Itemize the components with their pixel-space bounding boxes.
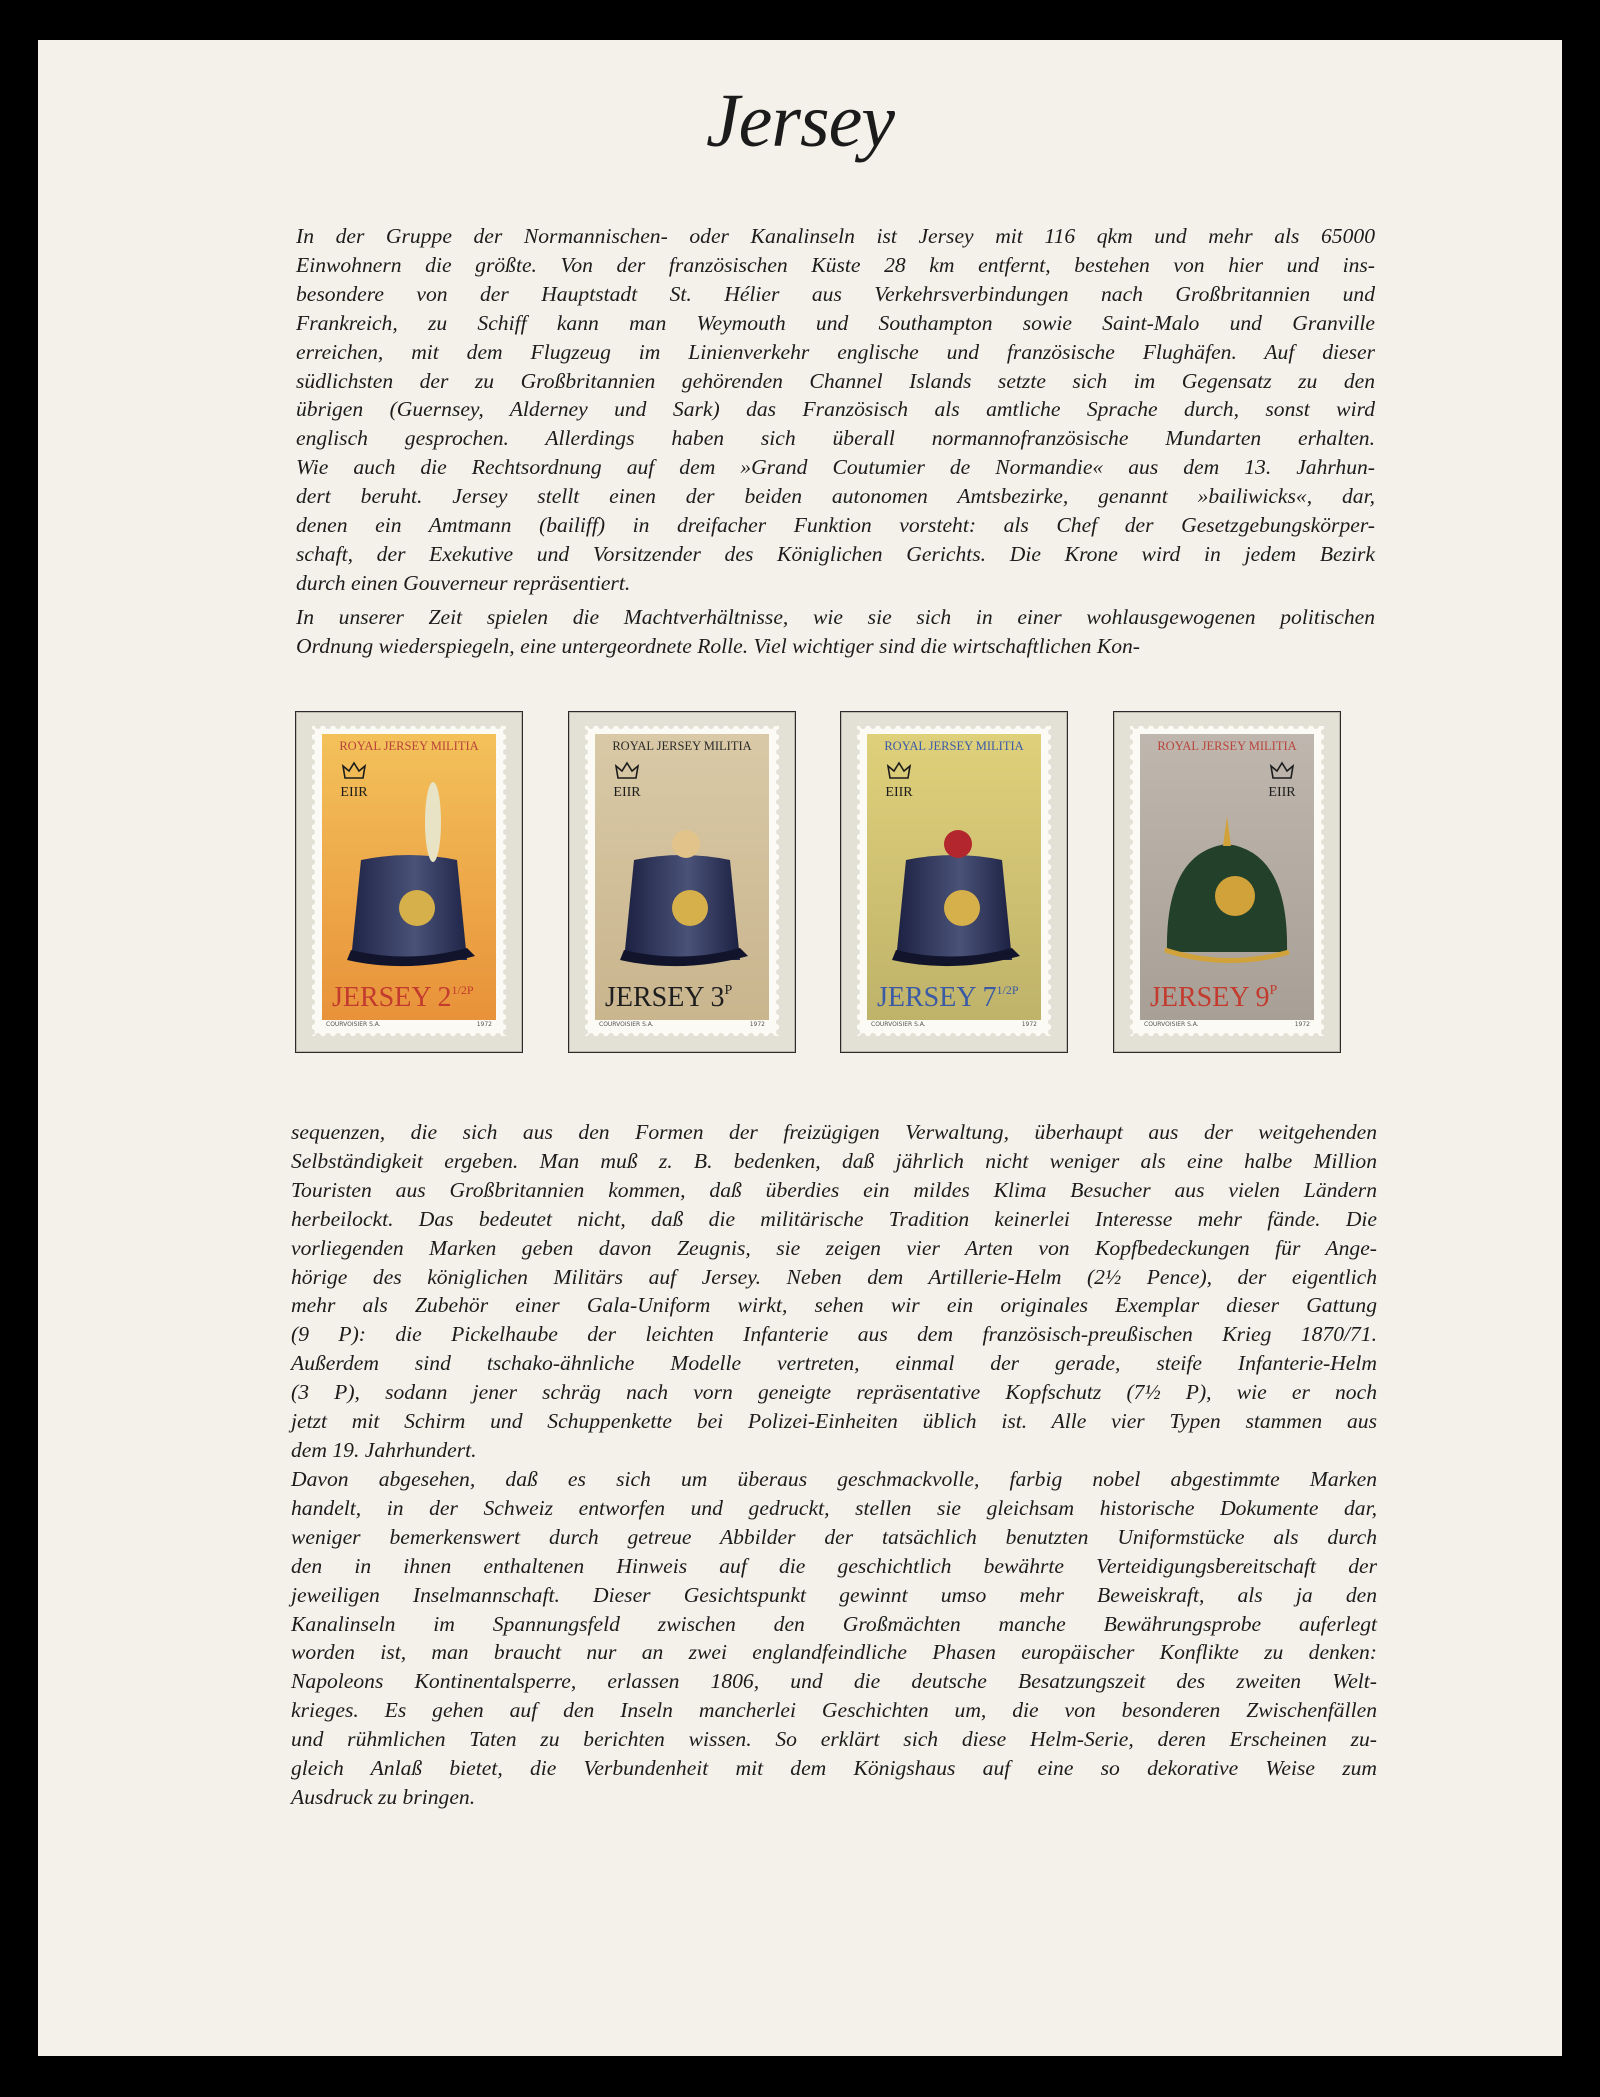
text-line: Davon abgesehen, daß es sich um überaus geschmackvolle, farbig nobel abgestimmte Marken — [291, 1467, 1377, 1491]
stamp-mount — [295, 711, 523, 1053]
text-line: Selbständigkeit ergeben. Man muß z. B. bedenken, daß jährlich nicht weniger als eine halbe Million — [291, 1148, 1377, 1173]
stamp-image — [1114, 712, 1340, 1052]
stamp-printer: COURVOISIER S.A. — [326, 1021, 381, 1028]
plume-icon — [425, 782, 441, 862]
stamp-value: JERSEY $7^{1/2}P$ — [877, 982, 1019, 1013]
stamp-header: ROYAL JERSEY MILITIA — [884, 739, 1024, 753]
intro-paragraph — [296, 222, 1375, 598]
text-line: handelt, in der Schweiz entworfen und gedruckt, stellen sie gleichsam historische Dokumente dar, — [291, 1495, 1377, 1520]
stamp-image — [569, 712, 795, 1052]
text-line: vorliegenden Marken geben davon Zeugnis, sie zeigen vier Arten von Kopfbedeckungen für Ange- — [291, 1235, 1377, 1260]
text-line: englisch gesprochen. Allerdings haben sich überall normannofranzösische Mundarten erhalten. — [296, 426, 1375, 451]
text-line: (9 P): die Pickelhaube der leichten Infanterie aus dem französisch-preußischen Krieg 1870/71. — [291, 1322, 1377, 1347]
text-line: schaft, der Exekutive und Vorsitzender des Königlichen Gerichts. Die Krone wird in jedem Bezirk — [296, 541, 1375, 566]
stamp-printer: COURVOISIER S.A. — [1144, 1021, 1199, 1028]
text-line: dert beruht. Jersey stellt einen der beiden autonomen Amtsbezirke, genannt »bailiwicks«, dar, — [296, 484, 1375, 509]
text-line: Ordnung wiederspiegeln, eine untergeordnete Rolle. Viel wichtiger sind die wirtschaftlichen Kon- — [296, 633, 1141, 658]
text-line: und rühmlichen Taten zu berichten wissen. So erklärt sich diese Helm-Serie, deren Erscheinen zu- — [291, 1727, 1377, 1752]
text-line: Außerdem sind tschako-ähnliche Modelle vertreten, einmal der gerade, steife Infanterie-Helm — [291, 1351, 1377, 1376]
text-line: Napoleons Kontinentalsperre, erlassen 1806, und die deutsche Besatzungszeit des zweiten Welt- — [291, 1669, 1377, 1694]
text-line: In der Gruppe der Normannischen- oder Kanalinseln ist Jersey mit 116 qkm und mehr als 65000 — [296, 224, 1375, 248]
text-line: Kanalinseln im Spannungsfeld zwischen den Großmächten manche Bewährungsprobe auferlegt — [291, 1611, 1377, 1636]
stamp-header: ROYAL JERSEY MILITIA — [339, 739, 479, 753]
second-paragraph — [296, 603, 1375, 661]
stamp-year: 1972 — [1294, 1021, 1310, 1028]
stamp-value: JERSEY $2^{1/2}P$ — [332, 982, 474, 1013]
badge-icon — [399, 890, 435, 926]
stamp-year: 1972 — [1021, 1021, 1037, 1028]
stamp-header: ROYAL JERSEY MILITIA — [1157, 739, 1297, 753]
stamp-mount — [568, 711, 796, 1053]
royal-cipher: EIIR — [613, 785, 641, 800]
text-line: besondere von der Hauptstadt St. Hélier aus Verkehrsverbindungen nach Großbritannien und — [296, 281, 1375, 306]
text-line: Wie auch die Rechtsordnung auf dem »Grand Coutumier de Normandie« aus dem 13. Jahrhun- — [296, 455, 1375, 480]
stamp-mount — [1113, 711, 1341, 1053]
text-line: herbeilockt. Das bedeutet nicht, daß die militärische Tradition keinerlei Interesse mehr fände. Die — [291, 1206, 1377, 1231]
royal-cipher: EIIR — [885, 785, 913, 800]
text-line: Ausdruck zu bringen. — [291, 1784, 476, 1809]
album-page — [38, 40, 1562, 2056]
text-line: mehr als Zubehör einer Gala-Uniform wirkt, sehen wir ein originales Exemplar dieser Gattung — [291, 1293, 1377, 1318]
stamp-year: 1972 — [476, 1021, 492, 1028]
stamp-image — [841, 712, 1067, 1052]
text-line: denen ein Amtmann (bailiff) in dreifacher Funktion vorsteht: als Chef der Gesetzgebungskörper- — [296, 513, 1375, 538]
badge-icon — [672, 890, 708, 926]
text-line: den in ihnen enthaltenen Hinweis auf die geschichtlich bewährte Verteidigungsbereitschaft der — [291, 1553, 1377, 1578]
text-line: durch einen Gouverneur repräsentiert. — [296, 570, 631, 595]
text-line: übrigen (Guernsey, Alderney und Sark) das Französisch als amtliche Sprache durch, sonst wird — [296, 397, 1375, 422]
stamp-value: JERSEY $9^P$ — [1150, 982, 1278, 1013]
royal-cipher: EIIR — [1268, 785, 1296, 800]
stamp-year: 1972 — [749, 1021, 765, 1028]
stamp-image — [296, 712, 522, 1052]
stamp-header: ROYAL JERSEY MILITIA — [612, 739, 752, 753]
text-line: südlichsten der zu Großbritannien gehörenden Channel Islands setzte sich im Gegensatz zu den — [296, 368, 1375, 393]
text-line: dem 19. Jahrhundert. — [291, 1437, 477, 1462]
text-line: (3 P), sodann jener schräg nach vorn geneigte repräsentative Kopfschutz (7½ P), wie er noch — [291, 1380, 1377, 1405]
text-line: weniger bemerkenswert durch getreue Abbilder der tatsächlich benutzten Uniformstücke als durch — [291, 1524, 1377, 1549]
stamp-printer: COURVOISIER S.A. — [599, 1021, 654, 1028]
text-line: Einwohnern die größte. Von der französischen Küste 28 km entfernt, bestehen von hier und ins- — [296, 252, 1375, 277]
text-line: In unserer Zeit spielen die Machtverhältnisse, wie sie sich in einer wohlausgewogenen politischen — [296, 605, 1375, 629]
royal-cipher: EIIR — [340, 785, 368, 800]
text-line: krieges. Es gehen auf den Inseln mancherlei Geschichten um, die von besonderen Zwischenfällen — [291, 1698, 1377, 1723]
badge-icon — [944, 890, 980, 926]
plume-icon — [672, 830, 700, 858]
stamp-mount — [840, 711, 1068, 1053]
text-line: gleich Anlaß bietet, die Verbundenheit mit dem Königshaus auf eine so dekorative Weise zum — [291, 1756, 1377, 1781]
text-line: jeweiligen Inselmannschaft. Dieser Gesichtspunkt gewinnt umso mehr Beweiskraft, als ja den — [291, 1582, 1377, 1607]
text-line: sequenzen, die sich aus den Formen der freizügigen Verwaltung, überhaupt aus der weitgehenden — [291, 1120, 1377, 1144]
text-line: jetzt mit Schirm und Schuppenkette bei Polizei-Einheiten üblich ist. Alle vier Typen stammen aus — [291, 1409, 1377, 1434]
text-line: Frankreich, zu Schiff kann man Weymouth und Southampton sowie Saint-Malo und Granville — [296, 310, 1375, 335]
text-line: hörige des königlichen Militärs auf Jersey. Neben dem Artillerie-Helm (2½ Pence), der eigentlich — [291, 1264, 1377, 1289]
text-line: Touristen aus Großbritannien kommen, daß überdies ein mildes Klima Besucher aus vielen Ländern — [291, 1177, 1377, 1202]
text-line: erreichen, mit dem Flugzeug im Linienverkehr englische und französische Flughäfen. Auf dieser — [296, 339, 1375, 364]
text-line: worden ist, man braucht nur an zwei englandfeindliche Phasen europäischer Konflikte zu denken: — [291, 1640, 1377, 1665]
page-title: Jersey — [705, 79, 895, 163]
stamp-value: JERSEY $3^P$ — [605, 982, 733, 1013]
stamp-printer: COURVOISIER S.A. — [871, 1021, 926, 1028]
badge-icon — [1215, 876, 1255, 916]
fourth-paragraph — [291, 1465, 1377, 1812]
third-paragraph — [291, 1118, 1377, 1465]
plume-icon — [944, 830, 972, 858]
